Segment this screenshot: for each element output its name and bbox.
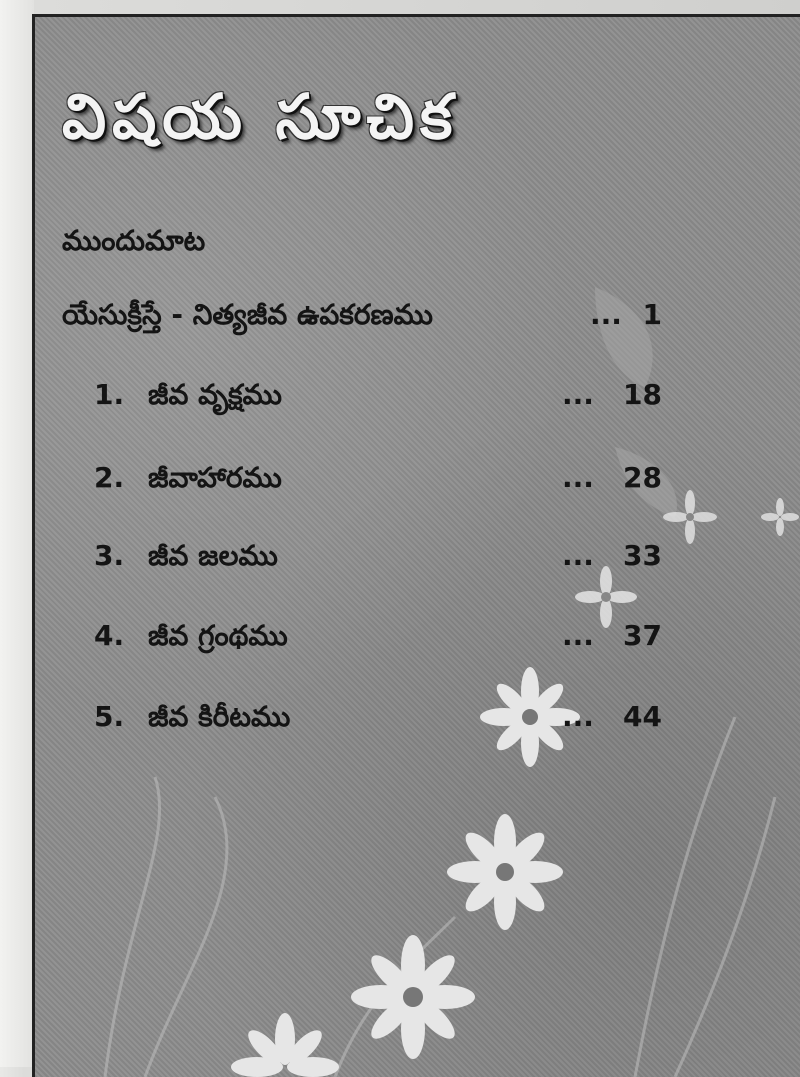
- toc-leader-dots: ...: [562, 461, 594, 494]
- toc-leader-dots: ...: [562, 700, 594, 733]
- toc-page-number: 44: [623, 700, 662, 733]
- toc-page-number: 33: [623, 539, 662, 572]
- toc-title: విషయ సూచిక: [62, 80, 459, 153]
- toc-entry-number: 1.: [94, 378, 125, 411]
- toc-entry-label: జీవాహారము: [148, 461, 282, 494]
- toc-page-number: 18: [623, 378, 662, 411]
- toc-preface-entry: ముందుమాట: [62, 224, 206, 257]
- toc-page-number: 1: [642, 298, 662, 331]
- toc-page-number: 37: [623, 619, 662, 652]
- toc-entry-number: 5.: [94, 700, 125, 733]
- toc-entry: [62, 539, 662, 579]
- toc-entry-label: జీవ వృక్షము: [148, 378, 282, 411]
- toc-entry: [62, 378, 662, 418]
- toc-main-entry: [62, 298, 662, 338]
- toc-entry-number: 2.: [94, 461, 125, 494]
- toc-entry: [62, 700, 662, 740]
- toc-entry: [62, 619, 662, 659]
- toc-entry-number: 3.: [94, 539, 125, 572]
- toc-leader-dots: ...: [562, 378, 594, 411]
- page-edge: [0, 0, 34, 1067]
- toc-entry-number: 4.: [94, 619, 125, 652]
- toc-entry-label: యేసుక్రీస్తే - నిత్యజీవ ఉపకరణము: [62, 298, 433, 331]
- toc-leader-dots: ...: [562, 619, 594, 652]
- toc-entry: [62, 461, 662, 501]
- toc-entry-label: జీవ కిరీటము: [148, 700, 291, 733]
- toc-leader-dots: ...: [562, 539, 594, 572]
- toc-page-number: 28: [623, 461, 662, 494]
- toc-entry-label: జీవ జలము: [148, 539, 278, 572]
- toc-entry-label: జీవ గ్రంథము: [148, 619, 288, 652]
- toc-leader-dots: ...: [590, 298, 622, 331]
